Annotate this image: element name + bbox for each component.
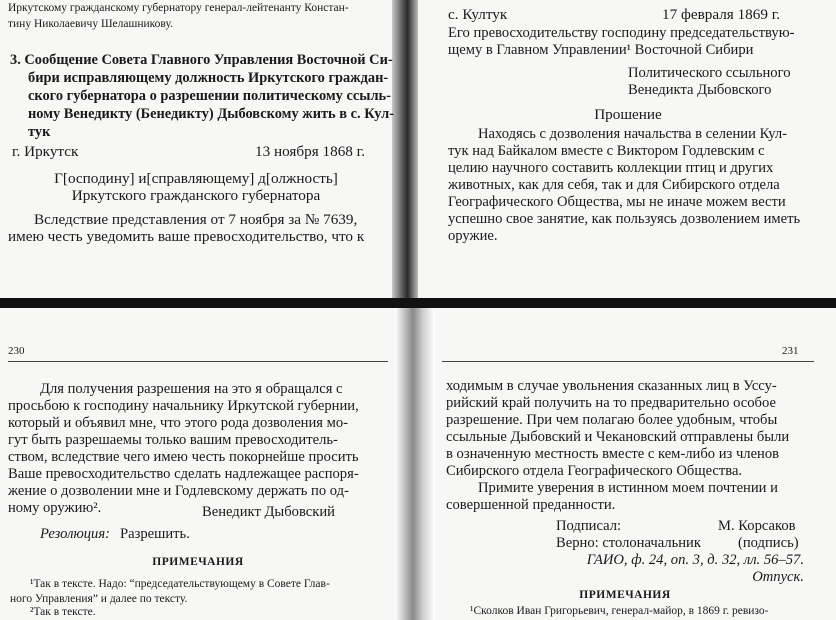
tl-header-line-1: Иркутскому гражданскому губернатору генерал-лейтенанту Констан-: [8, 2, 349, 14]
bl-body-line-2: просьбою к господину начальнику Иркутской губернии,: [8, 398, 359, 414]
bl-signature: Венедикт Дыбовский: [202, 504, 335, 520]
tr-body-line-1: Находясь с дозволения начальства в селении Кул-: [478, 126, 788, 142]
br-verified-note: (подпись): [738, 535, 799, 551]
br-body-line-4: ссыльные Дыбовский и Чекановский отправлены были: [446, 429, 790, 445]
tl-body-line-2: имею честь уведомить ваше превосходительство, что к: [8, 228, 365, 245]
bl-resolution-text: Разрешить.: [120, 526, 190, 542]
tl-place: г. Иркутск: [12, 143, 79, 160]
bl-body-line-5: ством, вследствие чего имею честь покорнейше просить: [8, 449, 359, 465]
br-signed-name: М. Корсаков: [718, 518, 796, 534]
tr-body-line-5: Географического Общества, мы не иначе можем вести: [448, 194, 786, 210]
tr-body-line-6: успешно свое занятие, как пользуясь дозволением иметь: [448, 211, 801, 227]
br-signed-label: Подписал:: [556, 518, 622, 534]
br-page-number: 231: [782, 345, 799, 357]
bl-notes-heading: ПРИМЕЧАНИЯ: [152, 556, 244, 568]
bl-note-line-3: ²Так в тексте.: [30, 606, 96, 618]
bl-body-line-8: ному оружию².: [8, 500, 102, 516]
tr-addressee-line-2: щему в Главном Управлении¹ Восточной Сибири: [448, 42, 754, 58]
tr-body-line-3: целию научного составить коллекции птиц и других: [448, 160, 774, 176]
br-note-line-1: ¹Сколков Иван Григорьевич, генерал-майор, в 1869 г. ревизо-: [470, 605, 769, 617]
tl-doc-title-line-4: ному Венедикту (Бенедикту) Дыбовскому жить в с. Кул-: [28, 106, 394, 122]
tl-addressee-line-2: Иркутского гражданского губернатора: [71, 187, 321, 204]
br-body-line-5: в означенную местность вместе с кем-либо из членов: [446, 446, 780, 462]
tl-doc-title-line-3: ского губернатора о разрешении политическому ссыль-: [28, 88, 391, 104]
br-closing-line-1: Примите уверения в истинном моем почтении и: [478, 480, 778, 496]
bl-header-rule: [8, 361, 388, 362]
br-verified-label: Верно: столоначальник: [556, 535, 701, 551]
tl-date: 13 ноября 1868 г.: [255, 143, 365, 160]
br-header-rule: [442, 361, 814, 362]
tl-doc-title-line-5: тук: [28, 124, 51, 140]
gutter-bottom: [395, 308, 435, 620]
scan-separator: [0, 298, 836, 308]
bl-note-line-1: ¹Так в тексте. Надо: “председательствующему в Совете Глав-: [30, 578, 330, 590]
tr-sender-line-1: Политического ссыльного: [628, 65, 791, 81]
tl-addressee-line-1: Г[осподину] и[справляющему] д[олжность]: [54, 170, 338, 187]
br-archive-ref: ГАИО, ф. 24, оп. 3, д. 32, лл. 56–57.: [586, 552, 804, 568]
bl-body-line-1: Для получения разрешения на это я обращался с: [40, 381, 343, 397]
tr-body-line-4: животных, как для себя, так и для Сибирского отдела: [448, 177, 780, 193]
bl-page-number: 230: [8, 345, 25, 357]
tr-place: с. Култук: [448, 6, 508, 23]
bl-body-line-6: Ваше превосходительство сделать надлежащее распоря-: [8, 466, 359, 482]
bl-resolution-label: Резолюция:: [40, 526, 110, 542]
br-notes-heading: ПРИМЕЧАНИЯ: [579, 589, 671, 601]
tr-date: 17 февраля 1869 г.: [662, 6, 781, 23]
br-body-line-6: Сибирского отдела Географического Общества.: [446, 463, 743, 479]
br-body-line-2: рийский край получить на то предварительно особое: [446, 395, 776, 411]
br-closing-line-2: совершенной преданности.: [446, 497, 616, 513]
gutter-top: [392, 0, 418, 298]
tr-body-line-7: оружие.: [448, 228, 498, 244]
br-body-line-3: разрешение. При чем полагаю более удобным, чтобы: [446, 412, 778, 428]
tr-sender-line-2: Венедикта Дыбовского: [628, 82, 772, 98]
tl-doc-title-line-2: бири исправляющему должность Иркутского граждан-: [28, 70, 389, 86]
br-copy-note: Отпуск.: [752, 569, 804, 585]
br-body-line-1: ходимым в случае увольнения сказанных лиц в Уссу-: [446, 378, 777, 394]
tr-body-line-2: тук над Байкалом вместе с Виктором Годлевским с: [448, 143, 765, 159]
tl-doc-title-line-1: 3. Сообщение Совета Главного Управления Восточной Си-: [10, 52, 393, 68]
tr-heading: Прошение: [594, 106, 662, 123]
bl-body-line-7: жение о дозволении мне и Годлевскому держать по од-: [8, 483, 349, 499]
bl-body-line-4: гут быть разрешаемы только вашим превосходитель-: [8, 432, 338, 448]
tl-body-line-1: Вследствие представления от 7 ноября за № 7639,: [34, 211, 358, 228]
tr-addressee-line-1: Его превосходительству господину председательствую-: [448, 25, 795, 41]
bl-body-line-3: который и объявил мне, что этого рода дозволения мо-: [8, 415, 349, 431]
tl-header-line-2: тину Николаевичу Шелашникову.: [8, 18, 173, 30]
bl-note-line-2: ного Управления” и далее по тексту.: [10, 593, 188, 605]
